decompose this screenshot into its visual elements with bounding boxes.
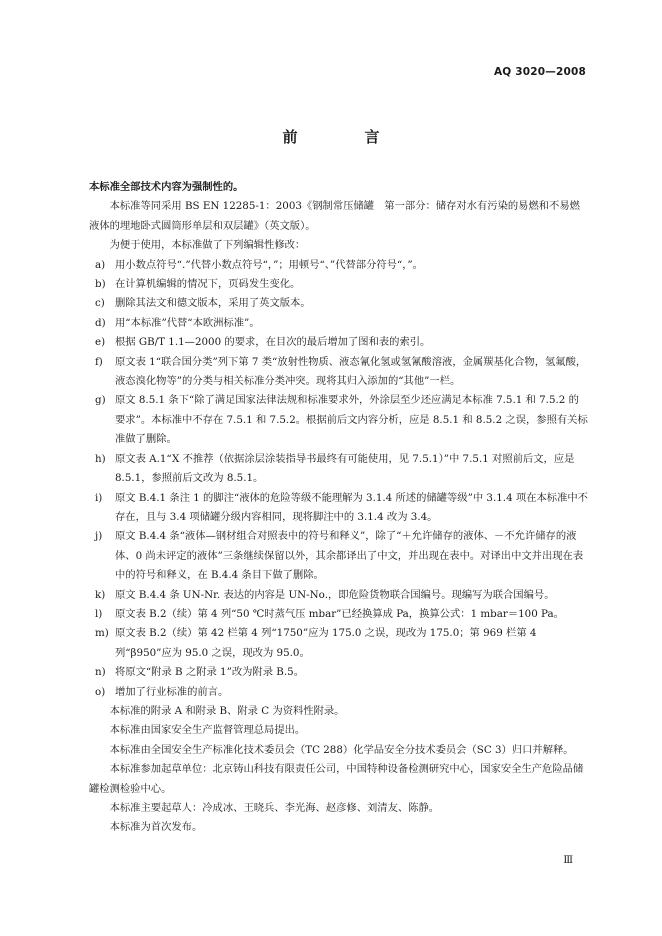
list-item — [89, 353, 589, 392]
foreword-body — [89, 178, 589, 838]
list-item-text: 删除其法文和德文版本，采用了英文版本。 — [115, 297, 311, 310]
list-item-marker: c) — [95, 297, 105, 310]
mandatory-statement: 本标准全部技术内容为强制性的。 — [89, 181, 244, 193]
list-item — [89, 450, 589, 489]
page-number: Ⅲ — [563, 855, 573, 866]
list-item-marker: e) — [95, 336, 106, 349]
list-item — [89, 624, 589, 663]
paragraph: 本标准由国家安全生产监督管理总局提出。 — [109, 724, 306, 737]
list-item-marker: b) — [95, 278, 106, 291]
list-item — [89, 333, 589, 352]
list-item — [89, 391, 589, 449]
list-item-text: 用小数点符号“.”代替小数点符号“，”；用顿号“、”代替部分符号“，”。 — [115, 258, 423, 271]
list-item-text: 原文 8.5.1 条下“除了满足国家法律法规和标准要求外，外涂层至少还应满足本标准 7.5.1 和 7.5.2 的要求”。本标准中不存在 7.5.1 和 7.5.2。根据前后文内容分析，应是 8.5.1 和 8.5.2 之误，参照有关标准做了删除。 — [115, 394, 588, 446]
list-item — [89, 586, 589, 605]
list-item-text: 原文表 A.1“X 不推荐（依据涂层涂装指导书最终有可能使用，见 7.5.1）”中 7.5.1 对照前后文，应是 8.5.1，参照前后文改为 8.5.1。 — [115, 452, 575, 485]
list-item — [89, 294, 589, 313]
list-item — [89, 683, 589, 702]
list-item-text: 原文 B.4.1 条注 1 的脚注“液体的危险等级不能理解为 3.1.4 所述的储罐等级”中 3.1.4 项在本标准中不存在，且与 3.4 项储罐分级内容相同，现将脚注中的 3.1.4 改为 3.4。 — [115, 491, 588, 523]
list-item-text: 根据 GB/T 1.1—2000 的要求，在目次的最后增加了图和表的索引。 — [115, 336, 431, 349]
list-item-text: 原文表 B.2（续）第 42 栏第 4 列“1750”应为 175.0 之误，现改为 175.0；第 969 栏第 4 列“β950”应为 95.0 之误，现改为 95.0。 — [115, 627, 537, 659]
list-item — [89, 489, 589, 528]
list-item-text: 原文 B.4.4 条 UN-Nr. 表达的内容是 UN-No.，即危险货物联合国编号。现编写为联合国编号。 — [115, 588, 555, 601]
list-item-text: 原文表 1“联合国分类”列下第 7 类“放射性物质、液态氰化氢或氢氰酸溶液，金属羰基化合物，氢氟酸，液态溴化物等”的分类与相关标准分类冲突。现将其归入添加的“其他”一栏。 — [115, 355, 587, 388]
list-item-text: 原文表 B.2（续）第 4 列“50 ℃时蒸气压 mbar”已经换算成 Pa，换算公式：1 mbar＝100 Pa。 — [115, 607, 564, 620]
list-item — [89, 663, 589, 682]
list-item — [89, 527, 589, 585]
list-item — [89, 256, 589, 275]
list-item-text: 在计算机编辑的情况下，页码发生变化。 — [115, 278, 301, 291]
list-item-marker: l) — [95, 607, 103, 620]
list-item-marker: f) — [95, 355, 103, 368]
closing-paragraphs — [89, 702, 589, 838]
list-item-marker: a) — [95, 258, 106, 271]
list-item-text: 原文 B.4.4 条“液体—钢材组合对照表中的符号和释义”，除了“＋允许储存的液体、－不允许储存的液体、0 尚未评定的液体”三条继续保留以外，其余都译出了中文，并出现在表中。对译出中文并出现在表中的符号和释义，在 B.4.4 条目下做了删除。 — [115, 530, 584, 582]
paragraph: 为便于使用，本标准做了下列编辑性修改： — [109, 239, 306, 252]
standard-code: AQ 3020—2008 — [493, 66, 586, 78]
paragraph: 本标准为首次发布。 — [109, 821, 203, 834]
list-item-marker: m) — [95, 627, 109, 640]
list-item-marker: o) — [95, 685, 106, 698]
paragraph: 本标准由全国安全生产标准化技术委员会（TC 288）化学品安全分技术委员会（SC 3）归口并解释。 — [109, 743, 574, 756]
paragraph: 本标准主要起草人：冷成冰、王晓兵、李光海、赵彦修、刘清友、陈静。 — [109, 802, 440, 814]
modification-list — [89, 256, 589, 702]
intro-paragraphs — [89, 197, 589, 255]
list-item-text: 增加了行业标准的前言。 — [115, 685, 229, 698]
list-item — [89, 275, 589, 294]
list-item-text: 将原文“附录 B 之附录 1”改为附录 B.5。 — [115, 666, 304, 679]
list-item-text: 用“本标准”代替“本欧洲标准”。 — [115, 316, 260, 329]
list-item-marker: g) — [95, 394, 106, 407]
list-item-marker: n) — [95, 666, 106, 679]
page-title: 前 言 — [282, 128, 406, 146]
list-item-marker: d) — [95, 316, 106, 329]
list-item — [89, 605, 589, 624]
paragraph: 本标准参加起草单位：北京铸山科技有限责任公司，中国特种设备检测研究中心，国家安全生产危险品储罐检测检验中心。 — [89, 763, 584, 795]
list-item-marker: k) — [95, 588, 106, 601]
list-item — [89, 314, 589, 333]
list-item-marker: j) — [95, 530, 103, 543]
list-item-marker: i) — [95, 491, 103, 504]
paragraph: 本标准的附录 A 和附录 B、附录 C 为资料性附录。 — [109, 704, 345, 717]
list-item-marker: h) — [95, 452, 106, 465]
paragraph: 本标准等同采用 BS EN 12285-1：2003《钢制常压储罐 第一部分：储存对水有污染的易燃和不易燃液体的埋地卧式圆筒形单层和双层罐》（英文版）。 — [89, 200, 580, 232]
